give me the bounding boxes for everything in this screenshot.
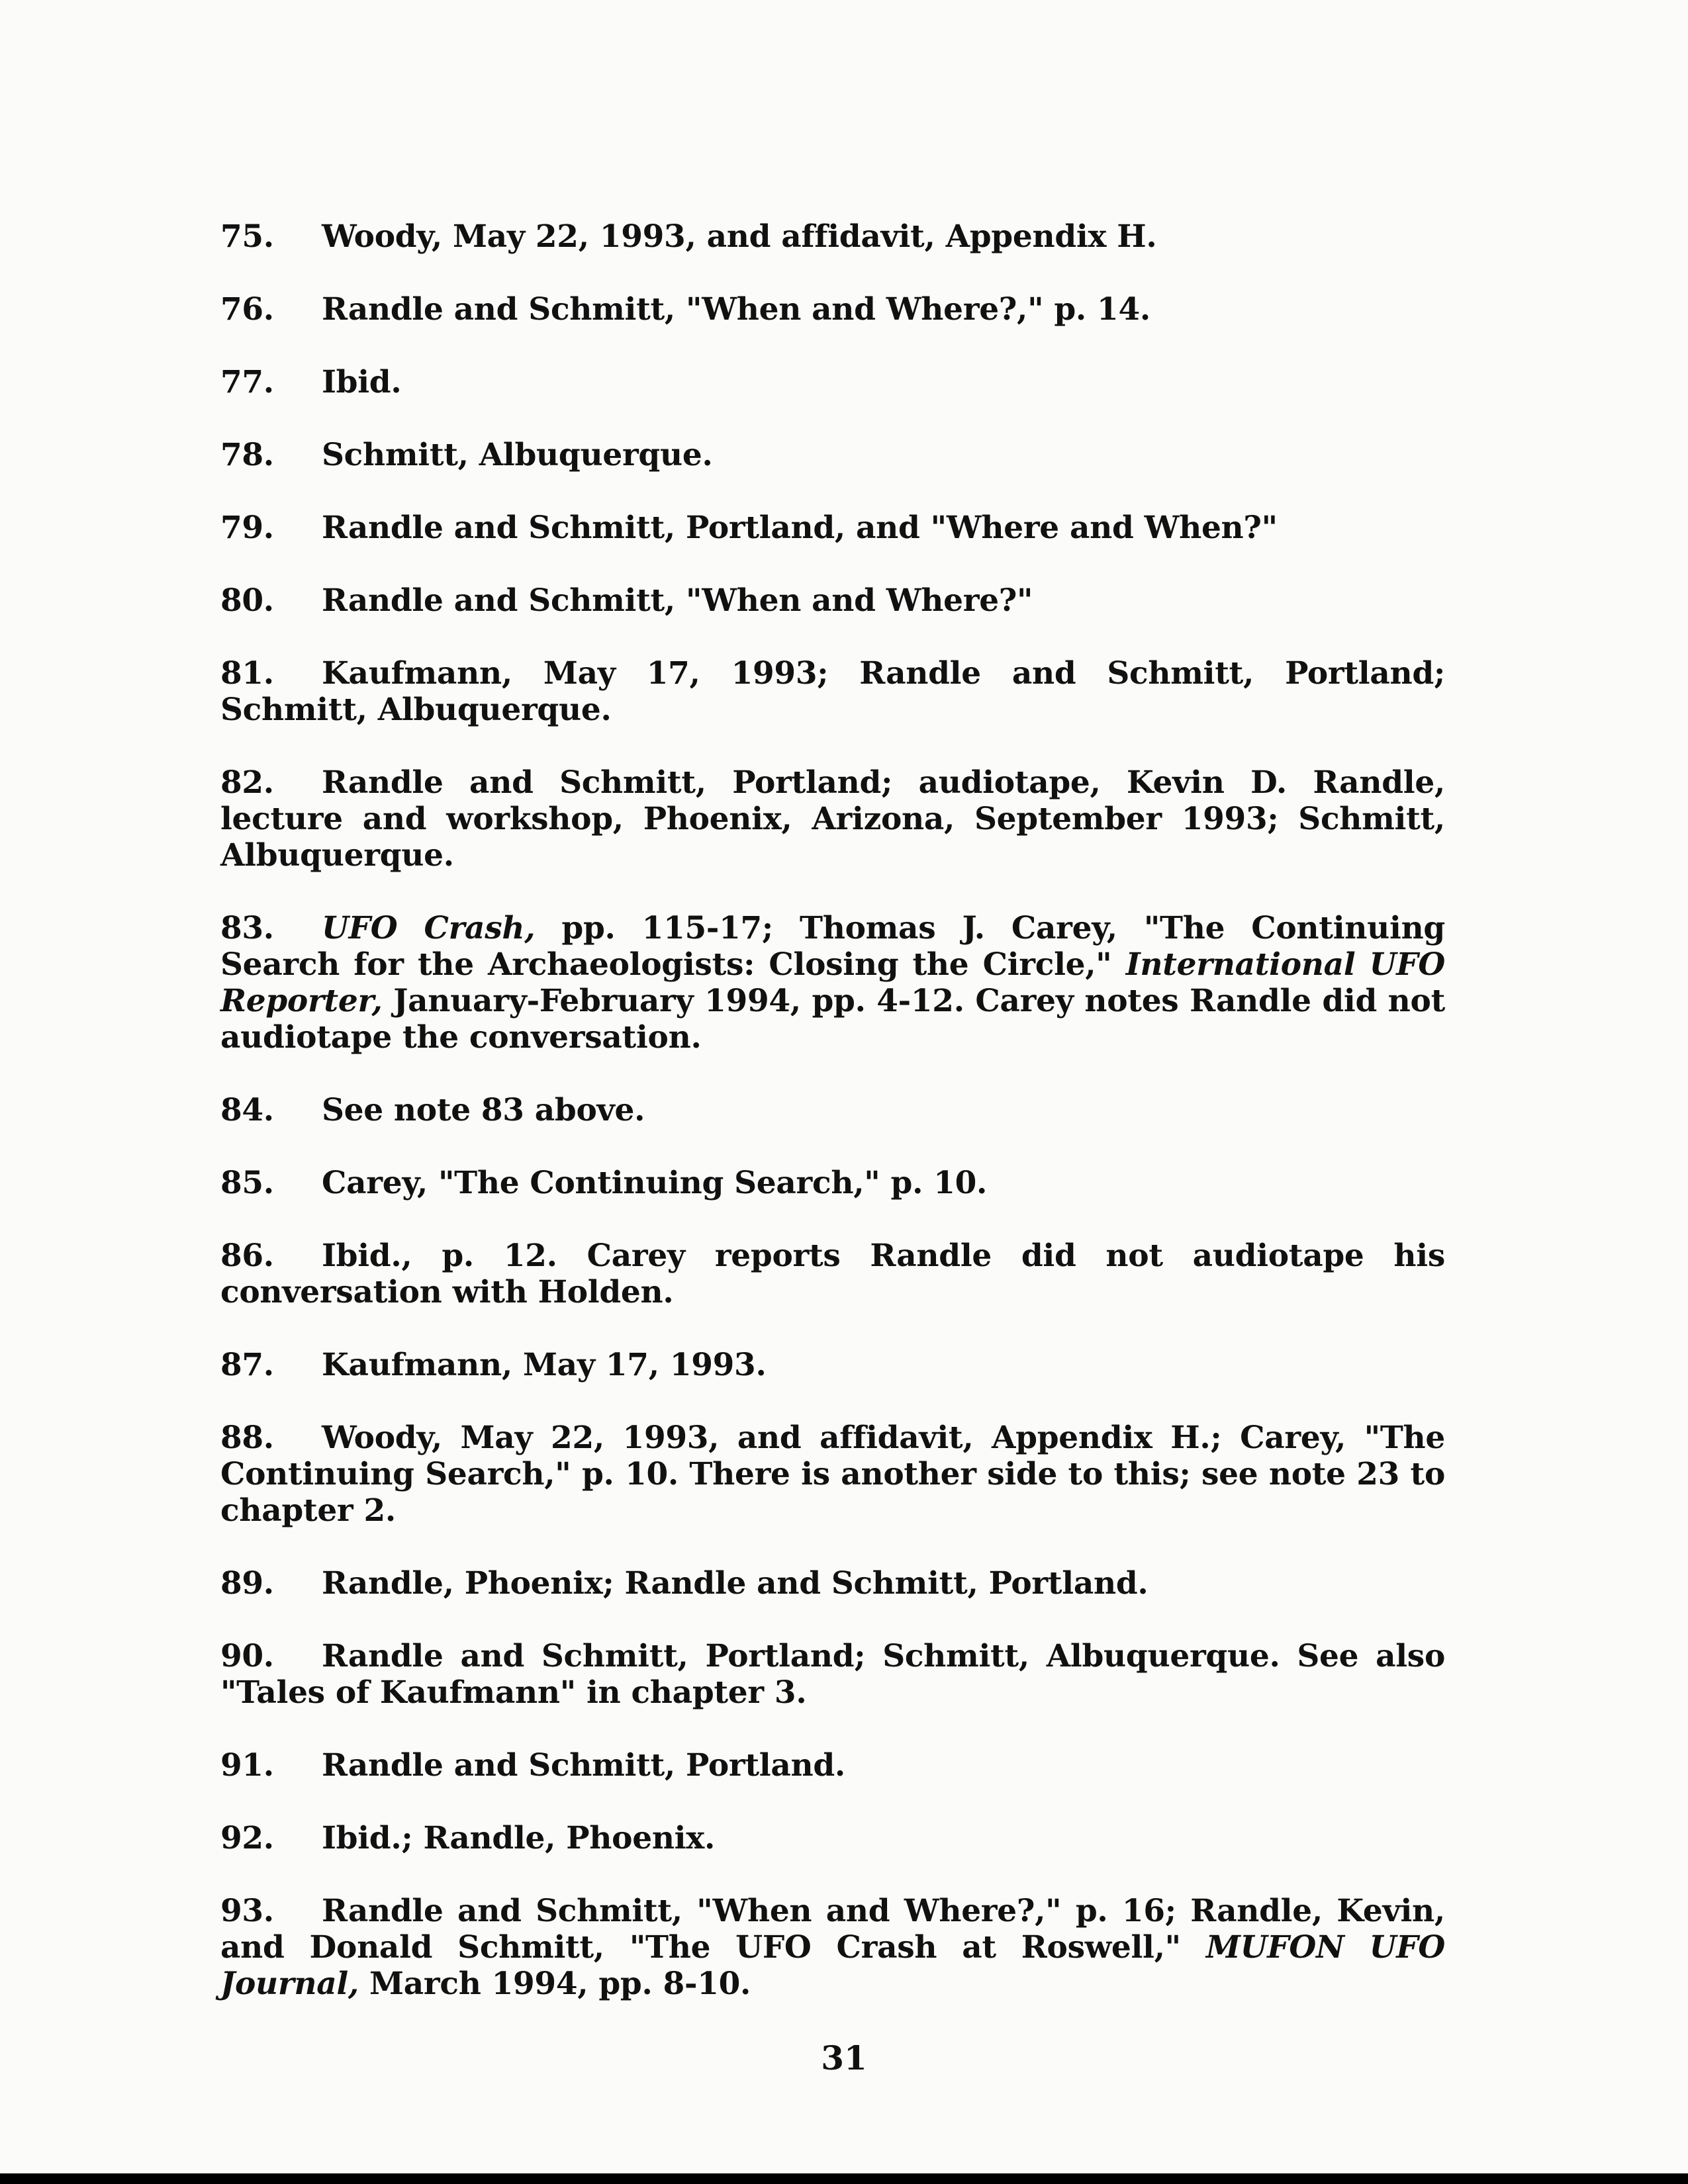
note-number: 80.: [220, 582, 274, 619]
note-text: Randle and Schmitt, Portland.: [322, 1747, 845, 1784]
note-text: Ibid., p. 12. Carey reports Randle did not audiotape his conversation with Holden.: [220, 1238, 1445, 1310]
note-text: Ibid.; Randle, Phoenix.: [322, 1820, 716, 1856]
journal-title: MUFON UFO Journal,: [220, 1929, 1445, 2002]
note-number: 75.: [220, 218, 274, 255]
note-number: 87.: [220, 1347, 274, 1383]
note-number: 86.: [220, 1238, 274, 1274]
note-text: January-February 1994, pp. 4-12. Carey notes Randle did not audiotape the conversation.: [220, 983, 1445, 1056]
note-number: 76.: [220, 291, 274, 328]
note-number: 88.: [220, 1420, 274, 1456]
endnote: [220, 1893, 1445, 2002]
page-number: 31: [821, 2038, 867, 2077]
note-number: 78.: [220, 437, 274, 473]
note-number: 81.: [220, 655, 274, 692]
note-text: Randle, Phoenix; Randle and Schmitt, Portland.: [322, 1565, 1149, 1602]
note-number: 82.: [220, 764, 274, 801]
endnote: [220, 764, 1445, 874]
note-text: See note 83 above.: [322, 1092, 645, 1128]
note-number: 90.: [220, 1638, 274, 1674]
note-number: 92.: [220, 1820, 274, 1856]
note-text: Randle and Schmitt, "When and Where?," p. 14.: [322, 291, 1150, 328]
note-number: 84.: [220, 1092, 274, 1128]
endnote: [220, 218, 1445, 255]
endnote: [220, 1420, 1445, 1529]
endnote: [220, 1638, 1445, 1711]
note-text: Ibid.: [322, 364, 402, 400]
endnote: [220, 1165, 1445, 1201]
note-number: 85.: [220, 1165, 274, 1201]
scan-border: [0, 2173, 1688, 2184]
note-text: Randle and Schmitt, "When and Where?": [322, 582, 1033, 619]
note-number: 77.: [220, 364, 274, 400]
note-text: Randle and Schmitt, "When and Where?," p. 16; Randle, Kevin, and Donald Schmitt, "The UFO Crash at Roswell,": [220, 1893, 1445, 1966]
endnote: [220, 1565, 1445, 1602]
note-text: pp. 115-17; Thomas J. Carey, "The Continuing Search for the Archaeologists: Closing the Circle,": [220, 910, 1445, 983]
endnote: [220, 582, 1445, 619]
endnote: [220, 291, 1445, 328]
note-text: March 1994, pp. 8-10.: [358, 1966, 751, 2002]
note-text: Randle and Schmitt, Portland; audiotape, Kevin D. Randle, lecture and workshop, Phoenix, Arizona, September 1993; Schmitt, Albuquerque.: [220, 764, 1445, 874]
note-text: Woody, May 22, 1993, and affidavit, Appendix H.: [322, 218, 1157, 255]
journal-title: International UFO Reporter,: [220, 946, 1445, 1019]
note-number: 79.: [220, 510, 274, 546]
endnote: [220, 1238, 1445, 1310]
note-number: 83.: [220, 910, 274, 946]
note-text: Woody, May 22, 1993, and affidavit, Appendix H.; Carey, "The Continuing Search," p. 10. There is another side to this; see note 23 to chapter 2.: [220, 1420, 1445, 1529]
note-text: Schmitt, Albuquerque.: [322, 437, 713, 473]
endnote: [220, 364, 1445, 400]
endnotes-list: [220, 218, 1445, 2038]
note-text: Carey, "The Continuing Search," p. 10.: [322, 1165, 988, 1201]
note-text: Kaufmann, May 17, 1993; Randle and Schmitt, Portland; Schmitt, Albuquerque.: [220, 655, 1445, 728]
endnote: [220, 1092, 1445, 1128]
note-text: Randle and Schmitt, Portland; Schmitt, Albuquerque. See also "Tales of Kaufmann" in chapter 3.: [220, 1638, 1445, 1711]
note-number: 91.: [220, 1747, 274, 1784]
note-number: 89.: [220, 1565, 274, 1602]
endnote: [220, 1747, 1445, 1784]
note-text: Kaufmann, May 17, 1993.: [322, 1347, 767, 1383]
book-title: UFO Crash,: [322, 910, 536, 946]
endnote: [220, 1820, 1445, 1856]
endnote: [220, 510, 1445, 546]
endnote: [220, 437, 1445, 473]
note-number: 93.: [220, 1893, 274, 1929]
endnote: [220, 910, 1445, 1056]
endnote: [220, 1347, 1445, 1383]
note-text: Randle and Schmitt, Portland, and "Where and When?": [322, 510, 1278, 546]
endnote: [220, 655, 1445, 728]
